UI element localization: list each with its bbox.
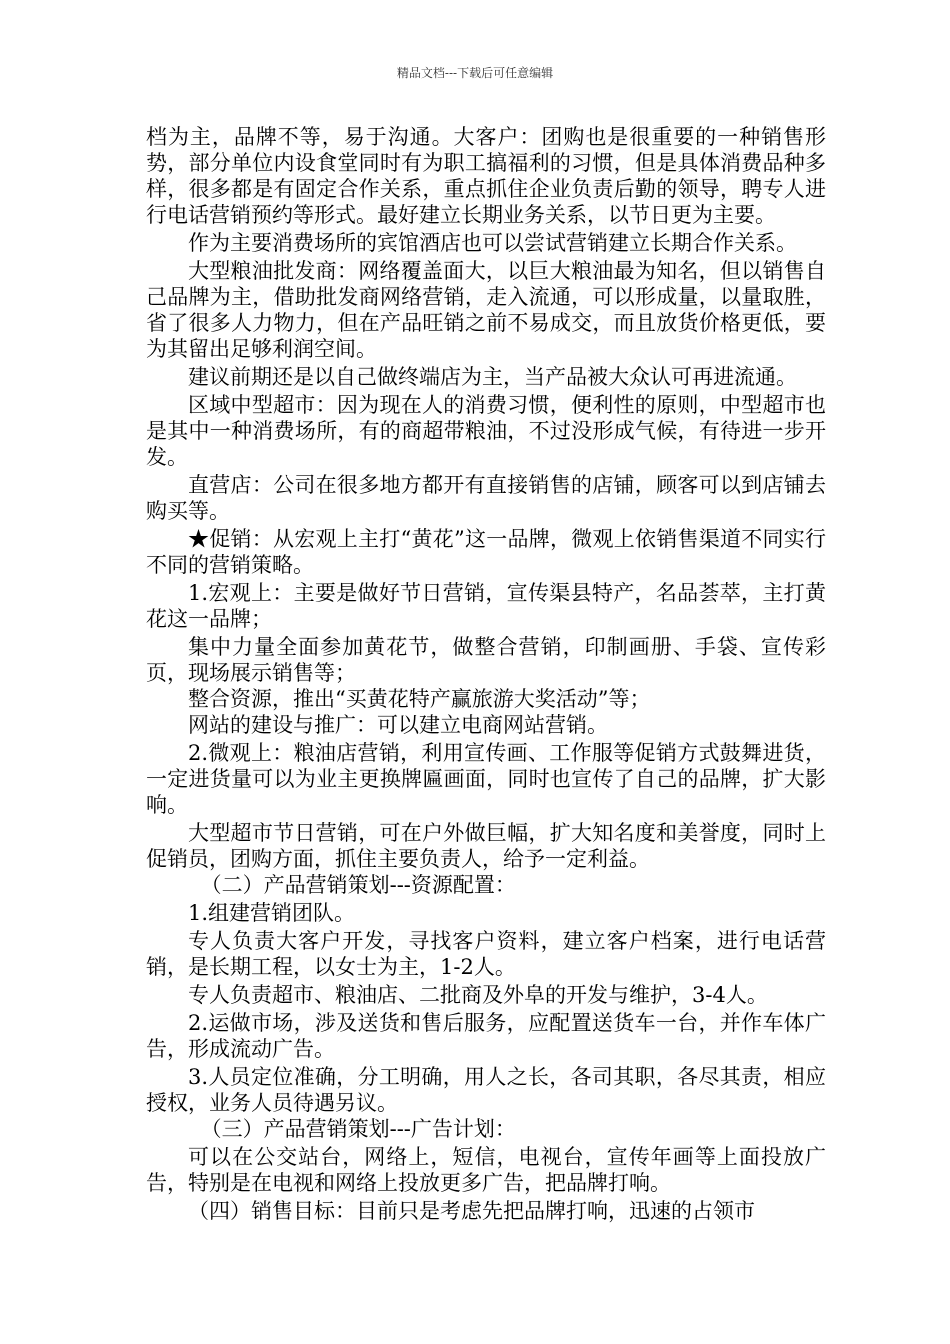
- paragraph-1: 档为主，品牌不等，易于沟通。大客户：团购也是很重要的一种销售形势，部分单位内设食堂同时有为职工搞福利的习惯，但是具体消费品种多样，很多都是有固定合作关系，重点抓住企业负责后勤的领导，聘专人进行电话营销预约等形式。最好建立长期业务关系，以节日更为主要。: [146, 125, 826, 227]
- paragraph-12: 2.微观上：粮油店营销，利用宣传画、工作服等促销方式鼓舞进货，一定进货量可以为业主更换牌匾画面，同时也宣传了自己的品牌，扩大影响。: [146, 741, 826, 817]
- paragraph-8: 1.宏观上：主要是做好节日营销，宣传渠县特产，名品荟萃，主打黄花这一品牌；: [146, 581, 826, 631]
- document-body: [146, 124, 826, 1224]
- page-header: 精品文档---下载后可任意编辑: [396, 66, 554, 80]
- paragraph-21: 可以在公交站台，网络上，短信，电视台，宣传年画等上面投放广告，特别是在电视和网络上投放更多广告，把品牌打响。: [146, 1145, 826, 1195]
- paragraph-18: 2.运做市场，涉及送货和售后服务，应配置送货车一台，并作车体广告，形成流动广告。: [146, 1011, 826, 1061]
- paragraph-17: 专人负责超市、粮油店、二批商及外阜的开发与维护，3-4人。: [188, 983, 768, 1007]
- paragraph-9: 集中力量全面参加黄花节，做整合营销，印制画册、手袋、宣传彩页，现场展示销售等；: [146, 635, 826, 685]
- section-heading-advertising: （三）产品营销策划---广告计划：: [200, 1117, 516, 1141]
- paragraph-5: 区域中型超市：因为现在人的消费习惯，便利性的原则，中型超市也是其中一种消费场所，有的商超带粮油，不过没形成气候，有待进一步开发。: [146, 393, 826, 469]
- paragraph-13: 大型超市节日营销，可在户外做巨幅，扩大知名度和美誉度，同时上促销员，团购方面，抓住主要负责人，给予一定利益。: [146, 821, 826, 871]
- paragraph-4: 建议前期还是以自己做终端店为主，当产品被大众认可再进流通。: [188, 365, 797, 389]
- paragraph-15: 1.组建营销团队。: [188, 901, 356, 925]
- paragraph-22: （四）销售目标：目前只是考虑先把品牌打响，迅速的占领市: [188, 1199, 755, 1223]
- paragraph-16: 专人负责大客户开发，寻找客户资料，建立客户档案，进行电话营销，是长期工程，以女士为主，1-2人。: [146, 929, 826, 979]
- paragraph-3: 大型粮油批发商：网络覆盖面大，以巨大粮油最为知名，但以销售自己品牌为主，借助批发商网络营销，走入流通，可以形成量，以量取胜，省了很多人力物力，但在产品旺销之前不易成交，而且放货价格更低，要为其留出足够利润空间。: [146, 259, 826, 361]
- section-heading-resources: （二）产品营销策划---资源配置：: [200, 873, 516, 897]
- paragraph-6: 直营店：公司在很多地方都开有直接销售的店铺，顾客可以到店铺去购买等。: [146, 473, 826, 523]
- paragraph-11: 网站的建设与推广：可以建立电商网站营销。: [188, 713, 608, 737]
- paragraph-7: ★促销：从宏观上主打“黄花”这一品牌，微观上依销售渠道不同实行不同的营销策略。: [146, 527, 826, 577]
- paragraph-10: 整合资源，推出“买黄花特产赢旅游大奖活动”等；: [188, 687, 651, 711]
- paragraph-2: 作为主要消费场所的宾馆酒店也可以尝试营销建立长期合作关系。: [188, 231, 797, 255]
- paragraph-19: 3.人员定位准确，分工明确，用人之长，各司其职，各尽其责，相应授权，业务人员待遇另议。: [146, 1065, 826, 1115]
